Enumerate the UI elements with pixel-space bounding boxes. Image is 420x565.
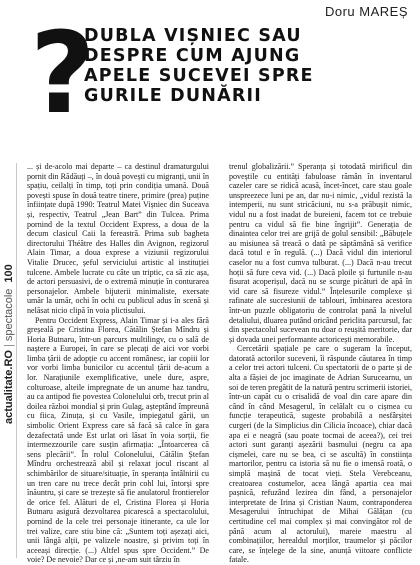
article-title: [84, 26, 414, 106]
section-name: spectacole: [3, 288, 15, 342]
paragraph: trenul globalizării.” Speranța și totodată mirificul din poveștile cu entități fabuloase rămân în inventarul cazeler care se ridică acasă, încet-încet, care stau goale unspreezece luni pe an, dar nu-i nimic, „vidul rezistă la intemperii, nu sunt stricăciuni, nu s-a prăbușit nimic, vidul nu a fost inadat de bureieni, facem tot ce trebuie pentru ca vidul să fie bine îngrijit”. Generația de dinaintea celor trei are grijă de golul sensibil: „Băbuțele au misiunea să treacă o dată pe săptămână să verifice dacă totul e în regulă. (...) Dacă vidul din interiorul caselor nu a fost cumva tulburat. (...) Dacă n-au trecut hoții să fure ceva vid. (...) Dacă ploile și furtunile n-au fisurat acoperișul, dacă nu se scurge picături de apă în vid care să fisureze vidul.” Înțelesurile complexe și rafinate ale succesiunii de tablouri, îmbinarea acestora într-un puzzle obligatoriu de controlat pană la nivelul detaliului, dluarea putând oricând periclita parcursul, fac din spectacolul sucevean nu doar o reușită meritorie, dar și dovada unei performante actoricești memorabile.: [229, 162, 412, 344]
text-column-left: [27, 162, 209, 565]
text-column-right: [229, 162, 412, 565]
paragraph: ... și de-acolo mai departe – ca destinul dramaturgului pornit din Rădăuți –, în două povești cu migranți, unii în spațiu, ceilalți în timp, toți prin condiția umană. Două povești spuse în două teatre tinere, primire (prea) puține înființate după 1990: Teatrul Matei Vișniec din Suceava și, respectiv, Teatrul „Jean Bart” din Tulcea. Prima pornind de la textul Occident Express, a doua de la decum clasicul Caii la fereastră. Prima sub bagheta directorului Théâtre des Halles din Avignon, regizorul Alain Timar, a doua exprese a viziunii regizorului Vitalie Drucec, șeful serviciului artistic al instituției tulcene. Ambele lucrate cu câte un triptic, ca să zic așa, de actori persuasivi, de o extremă minuție în conturarea personajelor. Ambele bijuterii minimaliste, exersate umăr la umăr, ochi în ochi cu publicul adus în scenă și nelăsat nicio clipă în voia plictisului.: [27, 162, 209, 315]
sidebar-text: [3, 264, 15, 424]
author-name: Doru MAREȘ: [324, 4, 408, 19]
title-line: DESPRE CUM AJUNG: [84, 46, 301, 66]
publication-name: actualitate.RO: [3, 350, 15, 424]
paragraph: Pentru Occident Express, Alain Timar și i-a ales fără greșeală pe Cristina Florea, Cătălin Ștefan Mîndru și Horia Butnaru, într-un parcurs multilingv, cu o sală de naștere a Europei, în care se plecați de aici vor vorbi limba țării de adopție cu accent românesc, iar copiii lor vor vorbi limba bunicilor cu accentul țării de-acum a lor. Narațiunile exemplificative, unele dure, aspre, colturoase, alteile impregnate de un anume haz tandru, au ca antipod fie povestea Colonelului orb, trecut prin al doilea război mondial și prin Gulag, așteptând împreună cu fiica, Zinuța, și cu Vasile, impiegatul gării, un simbolic Orient Express care să facă să calce în gara dezafectată unde Est urlat ori lăsat în voia sorții, fie intermezzourile care susțin afirmația: „Întoarcerea că sens plecării”. În rolul Colonelului, Cătălin Ștefan Mîndru orchestrează abil și relaxat jocul riscant al schimbărilor de situare/situație, în speranța întâlnirii cu un tren care nu trece decât prin cohl lui, întorși spre înăuntru, și care se trezește să fie anulatorul frontierelor de orice fel. Alături de el, Cristina Florea și Horia Butnaru asigură dezvoltarea picarescă a spectacolului, pornind de la cele trei personaje itinerante, ca ule lor trei valize, care stiu bine că: „Suntem toți așezați aici, unii lângă alții, pe valizele noastre, și privim toți în aceeași direcție. (...) Altfel spus spre Occident.” De voie? De nevoie? Dar ce și ,ne-am suit târziu în: [27, 315, 209, 565]
title-line: GURILE DUNĂRII: [84, 86, 262, 106]
title-line: APELE SUCEVEI SPRE: [84, 66, 314, 86]
paragraph: Cercetării spațiale pe care o sugeram la început, datorată actorilor suceveni, îi răspunde căutarea în timp a celor trei actori tulceni. Cu spectatorii de o parte și de alta a fășiei de joc imaginate de Adrian Surucearnu, un soi de teren pregătit de la natură pentru scrimerii istoriei, într-un capăt cu o crisalidă de voal din care apare din când în când Mesagerul, în celălalt cu o cișmea cu funcție terapeutică, sugeste probabilă a nesfârșitei curgeri (de la Simplicius din Cilicia încoace), chiar dacă apa ei e neagră (sau poate tocmai de aceea?), cei trei actori sunt garanți așezării basmului (negru ca apa cișmelei, care nu se bea, ci se ascultă) în constiința martorilor, pentru ca istoria să nu fie o imensă roată, o simplă mașină de tocat vieți. Stela Verebceanu, creatoarea costumelor, acea lângă apartia cea mai pașnică, refuzând lezirea din fând, a personajelor interpretate de Irina și Cristian Naum, contraponderea Mesagerului întruchipat de Mihai Gălățan (cu certitudine cel mai complex și mai convingător rol de până acum al actorului), mareie maestru al combinațiilor, herealdul morților, traumelor și păcilor care, se înțelege de la sine, anunță viitoare conflicte fatale.: [229, 344, 412, 565]
question-mark-glyph: ?: [30, 9, 95, 139]
sidebar-divider: [16, 163, 17, 558]
separator: |: [3, 344, 15, 348]
page-number: 100: [3, 264, 15, 283]
title-line: DUBLA VIȘNIEC SAU: [84, 26, 302, 46]
